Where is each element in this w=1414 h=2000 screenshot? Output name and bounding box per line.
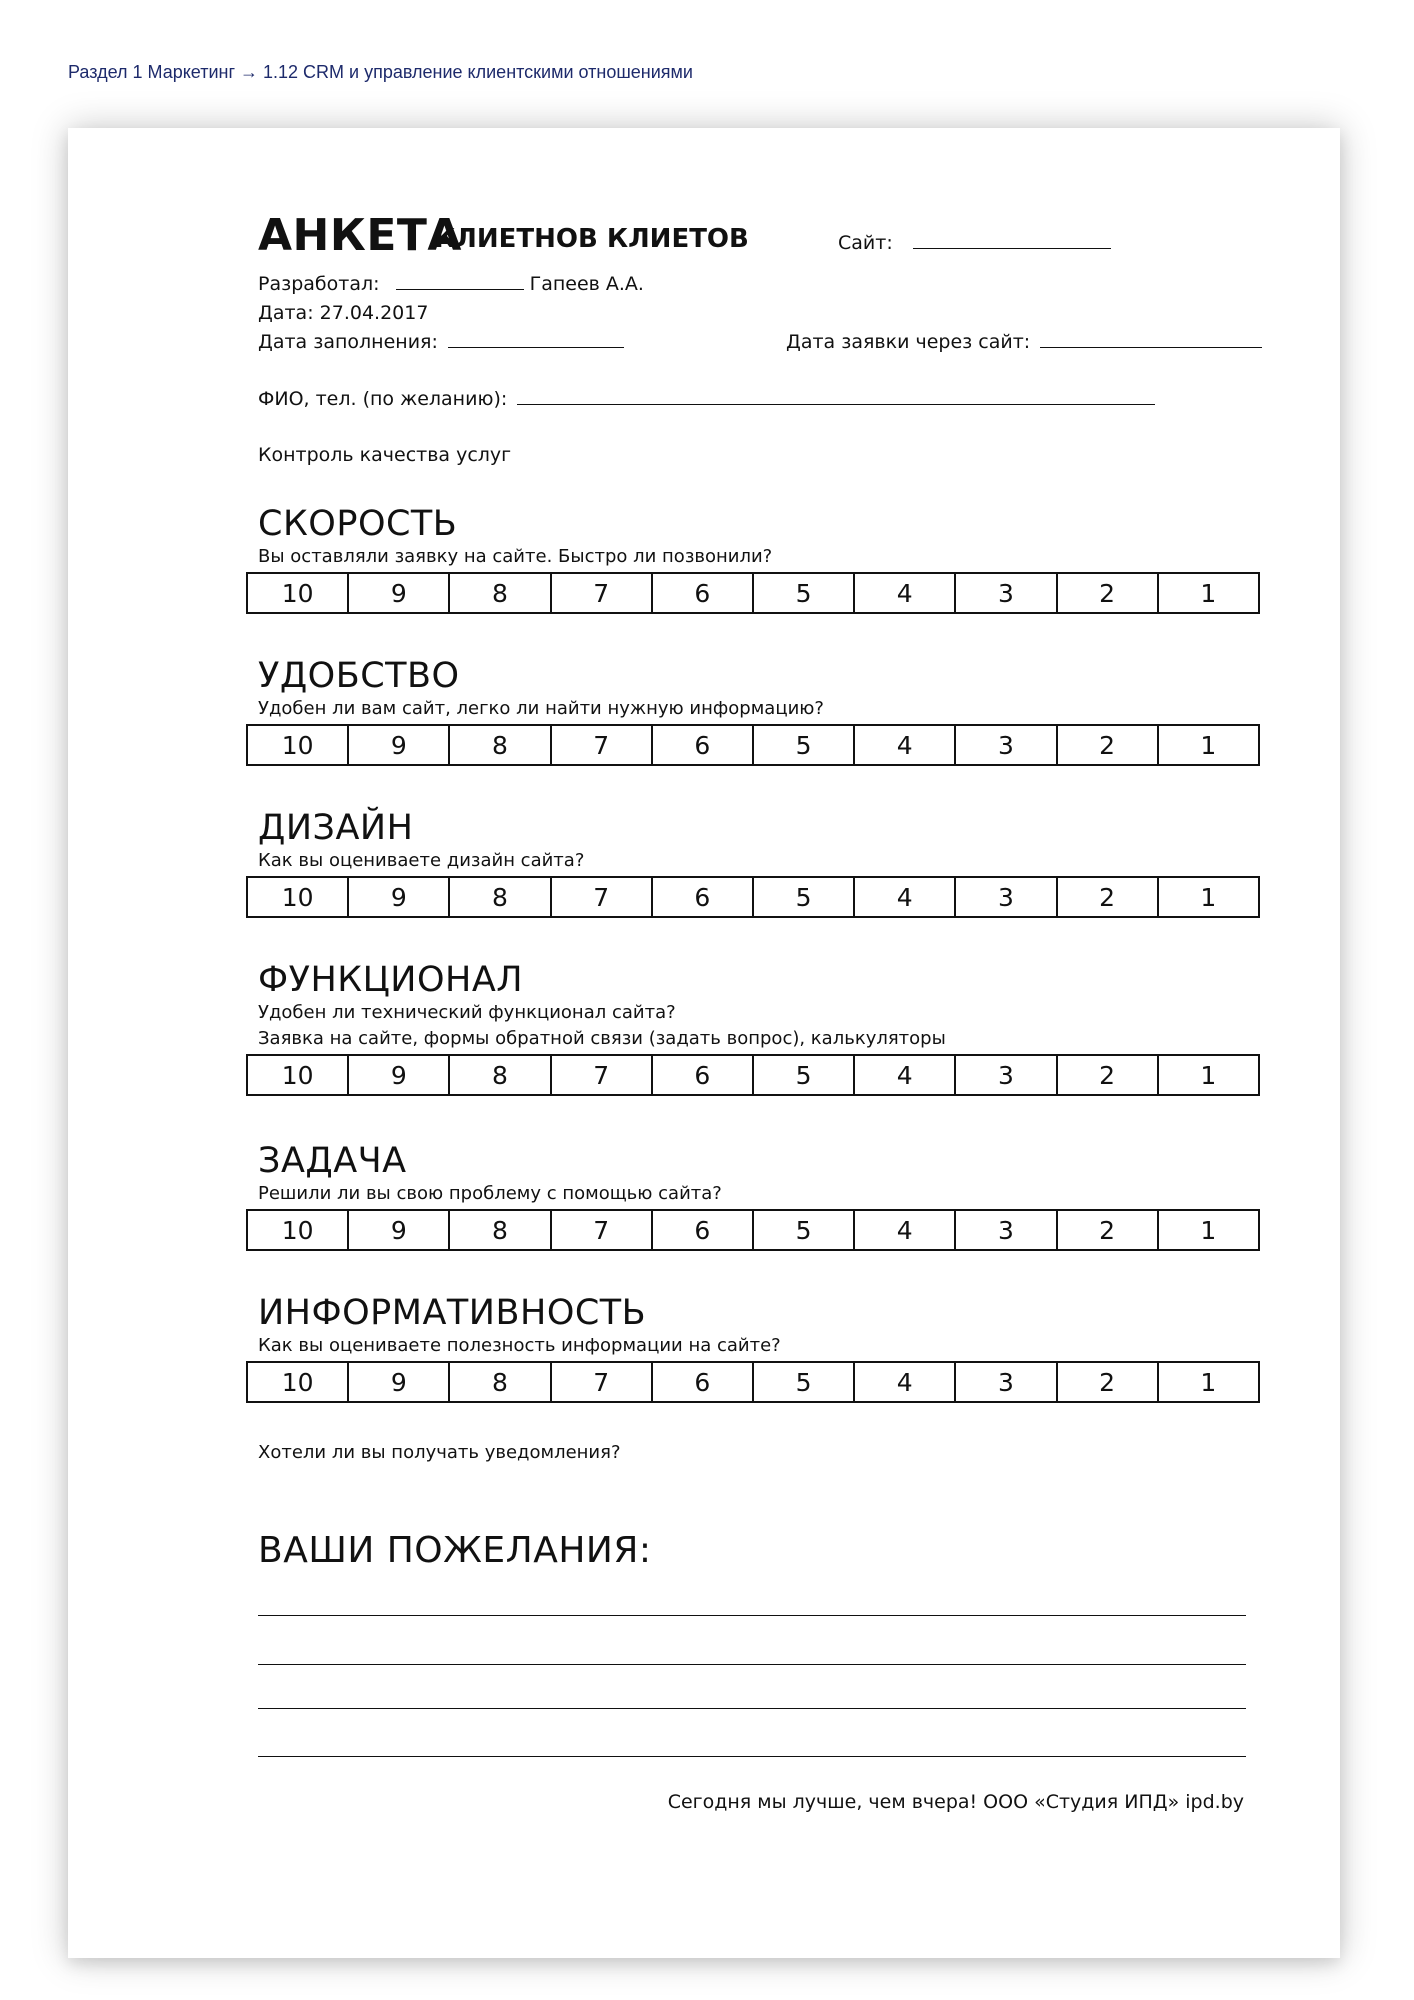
section-title: ЗАДАЧА xyxy=(258,1141,407,1181)
request-date-line xyxy=(786,331,1262,353)
site-label: Сайт: xyxy=(838,232,893,254)
rating-option[interactable]: 8 xyxy=(449,573,550,613)
section-design xyxy=(258,808,1278,918)
rating-option[interactable]: 5 xyxy=(753,573,854,613)
section-task xyxy=(258,1141,1278,1251)
rating-option[interactable]: 10 xyxy=(247,1055,348,1095)
notifications-question: Хотели ли вы получать уведомления? xyxy=(258,1442,621,1463)
rating-option[interactable]: 1 xyxy=(1158,573,1259,613)
wishes-line[interactable] xyxy=(258,1664,1246,1665)
section-title: ФУНКЦИОНАЛ xyxy=(258,960,524,1000)
rating-option[interactable]: 5 xyxy=(753,1055,854,1095)
section-informativeness xyxy=(258,1293,1278,1403)
rating-option[interactable]: 9 xyxy=(348,573,449,613)
rating-option[interactable]: 5 xyxy=(753,877,854,917)
rating-option[interactable]: 2 xyxy=(1057,573,1158,613)
rating-scale xyxy=(246,876,1260,918)
fill-date-line xyxy=(258,331,624,353)
rating-option[interactable]: 6 xyxy=(652,1210,753,1250)
rating-option[interactable]: 10 xyxy=(247,877,348,917)
request-date-blank xyxy=(1040,331,1262,348)
form-header xyxy=(258,210,1258,270)
rating-option[interactable]: 10 xyxy=(247,573,348,613)
rating-option[interactable]: 6 xyxy=(652,725,753,765)
section-title: УДОБСТВО xyxy=(258,656,460,696)
rating-option[interactable]: 3 xyxy=(955,573,1056,613)
wishes-title: ВАШИ ПОЖЕЛАНИЯ: xyxy=(258,1530,652,1571)
rating-option[interactable]: 3 xyxy=(955,1362,1056,1402)
rating-option[interactable]: 4 xyxy=(854,1362,955,1402)
rating-option[interactable]: 7 xyxy=(551,1055,652,1095)
rating-option[interactable]: 4 xyxy=(854,877,955,917)
rating-option[interactable]: 1 xyxy=(1158,1055,1259,1095)
document-page xyxy=(68,128,1340,1958)
site-blank xyxy=(913,232,1111,249)
rating-option[interactable]: 7 xyxy=(551,573,652,613)
rating-option[interactable]: 10 xyxy=(247,1210,348,1250)
rating-scale xyxy=(246,1209,1260,1251)
wishes-line[interactable] xyxy=(258,1708,1246,1709)
rating-option[interactable]: 1 xyxy=(1158,877,1259,917)
rating-option[interactable]: 2 xyxy=(1057,877,1158,917)
rating-option[interactable]: 3 xyxy=(955,877,1056,917)
section-convenience xyxy=(258,656,1278,766)
rating-option[interactable]: 7 xyxy=(551,877,652,917)
section-question: Вы оставляли заявку на сайте. Быстро ли позвонили? xyxy=(258,546,773,567)
section-question: Удобен ли вам сайт, легко ли найти нужную информацию? xyxy=(258,698,824,719)
rating-option[interactable]: 2 xyxy=(1057,1055,1158,1095)
rating-option[interactable]: 5 xyxy=(753,1362,854,1402)
form-title: АНКЕТА xyxy=(258,210,462,261)
quality-control-label: Контроль качества услуг xyxy=(258,444,512,466)
section-title: ИНФОРМАТИВНОСТЬ xyxy=(258,1293,647,1333)
rating-option[interactable]: 3 xyxy=(955,725,1056,765)
wishes-line[interactable] xyxy=(258,1615,1246,1616)
wishes-line[interactable] xyxy=(258,1756,1246,1757)
rating-option[interactable]: 1 xyxy=(1158,725,1259,765)
breadcrumb[interactable]: Раздел 1 Маркетинг → 1.12 CRM и управление клиентскими отношениями xyxy=(68,62,693,82)
developer-name: Гапеев А.А. xyxy=(529,273,644,295)
section-question: Как вы оцениваете полезность информации на сайте? xyxy=(258,1335,781,1356)
contact-line xyxy=(258,388,1155,410)
rating-option[interactable]: 10 xyxy=(247,1362,348,1402)
rating-option[interactable]: 7 xyxy=(551,1210,652,1250)
rating-option[interactable]: 1 xyxy=(1158,1362,1259,1402)
rating-option[interactable]: 4 xyxy=(854,573,955,613)
rating-option[interactable]: 4 xyxy=(854,725,955,765)
fill-date-label: Дата заполнения: xyxy=(258,331,438,353)
rating-option[interactable]: 8 xyxy=(449,1362,550,1402)
rating-scale xyxy=(246,1361,1260,1403)
rating-option[interactable]: 8 xyxy=(449,877,550,917)
rating-option[interactable]: 9 xyxy=(348,1210,449,1250)
rating-option[interactable]: 6 xyxy=(652,877,753,917)
contact-blank xyxy=(517,388,1155,405)
developer-label: Разработал: xyxy=(258,273,380,295)
rating-option[interactable]: 9 xyxy=(348,1055,449,1095)
form-date: Дата: 27.04.2017 xyxy=(258,302,429,324)
rating-option[interactable]: 8 xyxy=(449,725,550,765)
contact-label: ФИО, тел. (по желанию): xyxy=(258,388,508,410)
section-question: Удобен ли технический функционал сайта? xyxy=(258,1002,676,1023)
rating-scale xyxy=(246,724,1260,766)
developer-line xyxy=(258,273,644,295)
developer-blank xyxy=(396,273,524,290)
form-subtitle: КЛИЕТНОВ КЛИЕТОВ xyxy=(434,224,749,254)
rating-option[interactable]: 8 xyxy=(449,1210,550,1250)
fill-date-blank xyxy=(448,331,624,348)
request-date-label: Дата заявки через сайт: xyxy=(786,331,1031,353)
rating-option[interactable]: 10 xyxy=(247,725,348,765)
section-question: Как вы оцениваете дизайн сайта? xyxy=(258,850,585,871)
form-content xyxy=(258,128,1258,1958)
rating-option[interactable]: 5 xyxy=(753,1210,854,1250)
rating-option[interactable]: 4 xyxy=(854,1210,955,1250)
section-title: ДИЗАЙН xyxy=(258,808,414,848)
rating-option[interactable]: 6 xyxy=(652,1055,753,1095)
rating-option[interactable]: 8 xyxy=(449,1055,550,1095)
rating-option[interactable]: 6 xyxy=(652,573,753,613)
section-functionality xyxy=(258,960,1278,1096)
rating-option[interactable]: 7 xyxy=(551,725,652,765)
rating-option[interactable]: 9 xyxy=(348,877,449,917)
site-field xyxy=(838,232,1111,254)
rating-scale xyxy=(246,1054,1260,1096)
section-question: Заявка на сайте, формы обратной связи (задать вопрос), калькуляторы xyxy=(258,1028,946,1049)
rating-option[interactable]: 2 xyxy=(1057,1362,1158,1402)
rating-option[interactable]: 2 xyxy=(1057,1210,1158,1250)
rating-option[interactable]: 3 xyxy=(955,1210,1056,1250)
rating-option[interactable]: 6 xyxy=(652,1362,753,1402)
rating-option[interactable]: 3 xyxy=(955,1055,1056,1095)
rating-option[interactable]: 4 xyxy=(854,1055,955,1095)
rating-option[interactable]: 7 xyxy=(551,1362,652,1402)
section-question: Решили ли вы свою проблему с помощью сайта? xyxy=(258,1183,722,1204)
rating-option[interactable]: 9 xyxy=(348,1362,449,1402)
rating-option[interactable]: 5 xyxy=(753,725,854,765)
footer-slogan: Сегодня мы лучше, чем вчера! ООО «Студия ИПД» ipd.by xyxy=(667,1791,1244,1813)
rating-option[interactable]: 9 xyxy=(348,725,449,765)
section-title: СКОРОСТЬ xyxy=(258,504,458,544)
rating-option[interactable]: 2 xyxy=(1057,725,1158,765)
rating-option[interactable]: 1 xyxy=(1158,1210,1259,1250)
section-speed xyxy=(258,504,1278,614)
rating-scale xyxy=(246,572,1260,614)
